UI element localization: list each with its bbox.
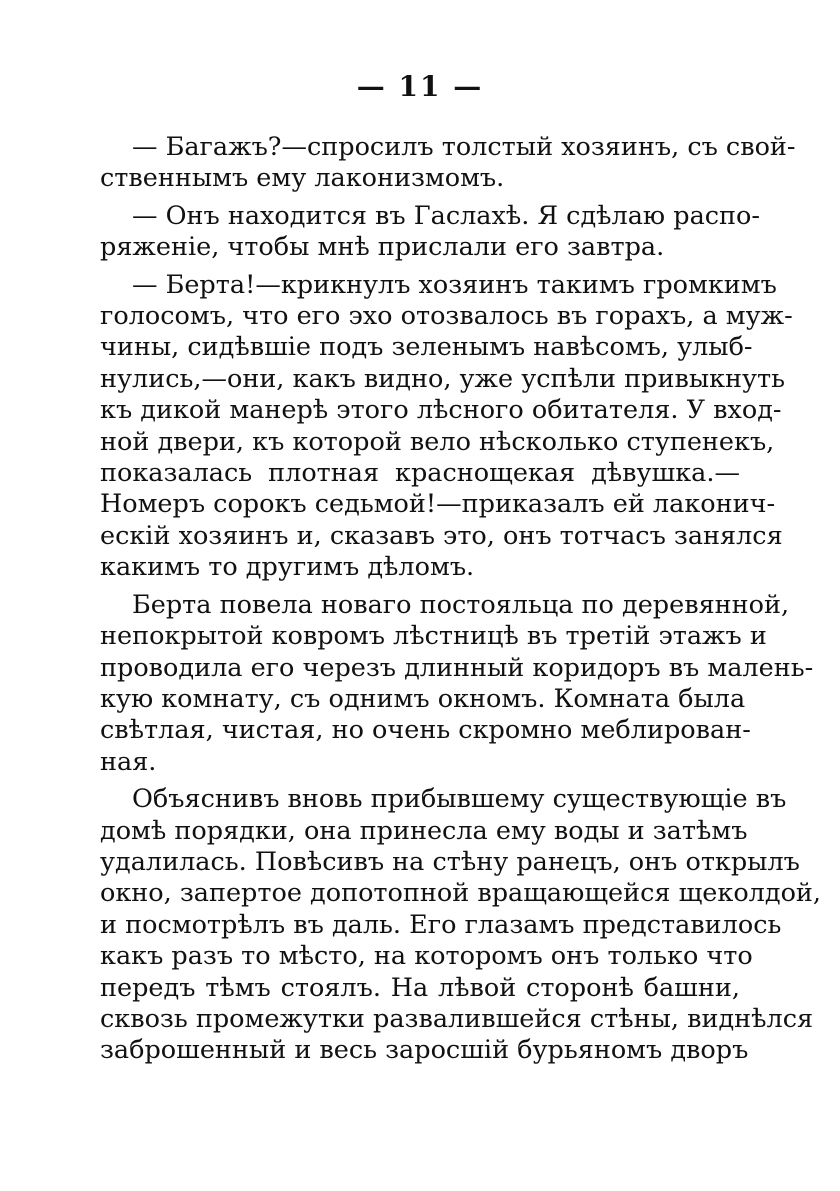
text-line: — Багажъ?—спросилъ толстый хозяинъ, съ свой- (132, 132, 796, 162)
text-line: домѣ порядки, она принесла ему воды и затѣмъ (100, 815, 748, 846)
text-line: передъ тѣмъ стоялъ. На лѣвой сторонѣ башни, (100, 972, 740, 1003)
paragraph (100, 132, 796, 195)
text-line: Объяснивъ вновь прибывшему существующіе въ (132, 784, 787, 815)
text-line: какъ разъ то мѣсто, на которомъ онъ только что (100, 941, 753, 972)
text-line: и посмотрѣлъ въ даль. Его глазамъ представилось (100, 909, 782, 940)
text-line: голосомъ, что его эхо отозвалось въ горахъ, а муж- (100, 301, 793, 332)
text-line: къ дикой манерѣ этого лѣсного обитателя. У вход- (100, 395, 782, 426)
page-number: — 11 — (356, 70, 484, 103)
text-line: показалась плотная краснощекая дѣвушка.— (100, 458, 740, 489)
text-line: Номеръ сорокъ седьмой!—приказалъ ей лаконич- (100, 489, 776, 520)
paragraph (100, 269, 793, 584)
text-line: кую комнату, съ однимъ окномъ. Комната была (100, 683, 746, 714)
text-line: — Берта!—крикнулъ хозяинъ такимъ громкимъ (132, 269, 777, 300)
text-line: чины, сидѣвшіе подъ зеленымъ навѣсомъ, улыб- (100, 332, 753, 363)
text-line: какимъ то другимъ дѣломъ. (100, 552, 475, 583)
body-text (100, 132, 822, 1073)
text-line: ственнымъ ему лаконизмомъ. (100, 163, 505, 194)
text-line: непокрытой ковромъ лѣстницѣ въ третій этажъ и (100, 621, 767, 652)
text-line: нулись,—они, какъ видно, уже успѣли привыкнуть (100, 363, 786, 394)
text-line: Берта повела новаго постояльца по деревянной, (132, 589, 790, 620)
paragraph (100, 200, 761, 264)
text-line: удалилась. Повѣсивъ на стѣну ранецъ, онъ открылъ (100, 846, 800, 877)
text-line: проводила его черезъ длинный коридоръ въ малень- (100, 652, 814, 683)
paragraph (100, 589, 814, 778)
text-line: свѣтлая, чистая, но очень скромно меблирован- (100, 715, 751, 746)
text-line: ной двери, къ которой вело нѣсколько ступенекъ, (100, 426, 775, 457)
text-line: ескій хозяинъ и, сказавъ это, онъ тотчасъ занялся (100, 520, 783, 551)
text-line: окно, запертое допотопной вращающейся щеколдой, (100, 878, 822, 909)
text-line: ная. (100, 746, 157, 777)
paragraph (100, 784, 822, 1067)
text-line: сквозь промежутки развалившейся стѣны, виднѣлся (100, 1003, 814, 1034)
text-line: — Онъ находится въ Гаслахѣ. Я сдѣлаю распо- (132, 200, 761, 231)
text-line: ряженіе, чтобы мнѣ прислали его завтра. (100, 232, 665, 263)
text-line: заброшенный и весь заросшій бурьяномъ дворъ (100, 1035, 749, 1066)
